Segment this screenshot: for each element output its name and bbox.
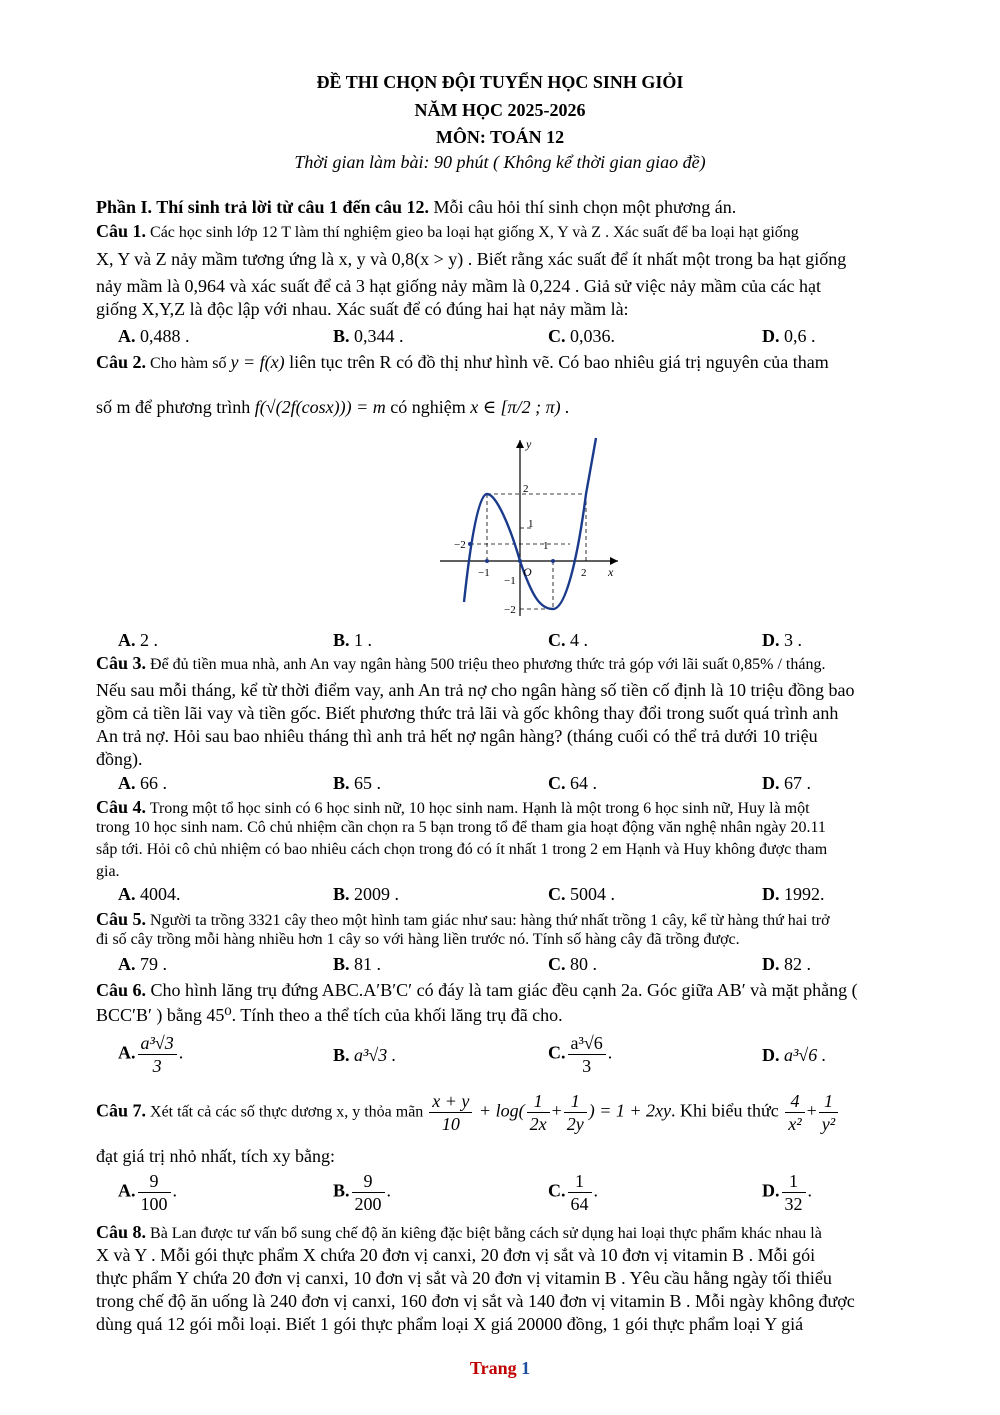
- q2-option-c[interactable]: [548, 630, 588, 651]
- part1-label: Phần I. Thí sinh trả lời từ câu 1 đến câu 12.: [96, 197, 429, 217]
- q7-text-1a: Xét tất cả các số thực dương x, y thỏa mãn: [146, 1103, 428, 1121]
- q7-expr-fraction-1: [785, 1090, 804, 1135]
- q3-line-4: An trả nợ. Hỏi sau bao nhiêu tháng thì anh trả hết nợ ngân hàng? (tháng cuối có thể trả dưới 10 triệu: [96, 726, 818, 746]
- q2-label: Câu 2.: [96, 352, 147, 372]
- fraction-numerator: a³√3: [138, 1032, 177, 1055]
- fraction-denominator: 64: [570, 1194, 589, 1214]
- fraction-denominator: x²: [788, 1114, 802, 1134]
- origin-label: O: [523, 565, 532, 579]
- q5-text-1: Người ta trồng 3321 cây theo một hình tam giác như sau: hàng thứ nhất trồng 1 cây, kể từ hàng thứ hai trở: [146, 912, 830, 929]
- option-key: B.: [333, 1180, 350, 1201]
- option-value: 5004 .: [565, 884, 615, 904]
- q5-label: Câu 5.: [96, 909, 147, 929]
- fraction-numerator: 9: [352, 1170, 385, 1193]
- q5-option-c[interactable]: [548, 954, 597, 975]
- option-key: C.: [548, 630, 566, 650]
- q2-function-graph: [440, 436, 620, 620]
- q7-option-d[interactable]: [762, 1170, 812, 1215]
- tick-x-minus2: −2: [454, 539, 466, 551]
- option-value: 82 .: [779, 954, 811, 974]
- option-value: 79 .: [135, 954, 167, 974]
- q4-option-d[interactable]: [762, 884, 825, 905]
- q7-eq-fraction-2: [564, 1090, 587, 1135]
- q5-option-a[interactable]: [118, 954, 167, 975]
- option-key: A.: [118, 773, 136, 793]
- q3-label: Câu 3.: [96, 653, 147, 673]
- q2-text-2b: có nghiệm: [385, 397, 471, 417]
- x-label: x: [608, 565, 614, 579]
- point-marker: [551, 559, 555, 563]
- q1-line-4: giống X,Y,Z là độc lập với nhau. Xác suất để có đúng hai hạt nảy mầm là:: [96, 299, 629, 319]
- q3-line-3: gồm cả tiền lãi vay và tiền gốc. Biết phương thức trả lãi và gốc không thay đổi trong suốt quá trình anh: [96, 703, 839, 723]
- q4-line-1: [96, 797, 810, 818]
- tick-y-1: 1: [528, 518, 534, 530]
- q4-label: Câu 4.: [96, 797, 147, 817]
- q2-option-b[interactable]: [333, 630, 372, 651]
- option-value: 0,344 .: [349, 326, 404, 346]
- dashed-guides: [470, 494, 586, 609]
- q7-eq-fraction-1: [527, 1090, 550, 1135]
- q4-text-1: Trong một tổ học sinh có 6 học sinh nữ, 10 học sinh nam. Hạnh là một trong 6 học sinh nữ, Huy là một: [146, 800, 810, 817]
- q4-line-3: sắp tới. Hỏi cô chủ nhiệm có bao nhiêu cách chọn trong đó có ít nhất 1 trong 2 em Hạnh và Huy không được tham: [96, 841, 828, 858]
- q8-line-4: trong chế độ ăn uống là 240 đơn vị canxi, 160 đơn vị sắt và 140 đơn vị vitamin B . Mỗi ngày không được: [96, 1291, 855, 1311]
- option-fraction: [568, 1032, 606, 1077]
- option-value: 1992.: [779, 884, 825, 904]
- option-key: A.: [118, 884, 136, 904]
- option-key: A.: [118, 954, 136, 974]
- fraction-numerator: x + y: [429, 1090, 472, 1113]
- option-key: B.: [333, 630, 350, 650]
- q6-option-b[interactable]: [333, 1045, 396, 1066]
- q8-line-2: X và Y . Mỗi gói thực phẩm X chứa 20 đơn vị canxi, 20 đơn vị sắt và 10 đơn vị vitamin B . Mỗi gói: [96, 1245, 816, 1265]
- tick-y-minus2: −2: [504, 604, 516, 616]
- option-fraction: [138, 1032, 177, 1077]
- fraction-numerator: 1: [568, 1170, 592, 1193]
- option-key: D.: [762, 326, 780, 346]
- q6-option-d[interactable]: [762, 1045, 826, 1066]
- option-value: 64 .: [565, 773, 597, 793]
- option-key: B.: [333, 954, 350, 974]
- q5-line-1: [96, 909, 830, 930]
- q2-option-d[interactable]: [762, 630, 802, 651]
- fraction-numerator: 1: [819, 1090, 838, 1113]
- fraction-denominator: 3: [582, 1056, 592, 1076]
- fraction-numerator: 1: [782, 1170, 806, 1193]
- q4-option-b[interactable]: [333, 884, 399, 905]
- exam-title: ĐỀ THI CHỌN ĐỘI TUYỂN HỌC SINH GIỎI: [316, 72, 684, 92]
- q3-option-b[interactable]: [333, 773, 381, 794]
- q3-line-1: [96, 653, 825, 674]
- q5-option-d[interactable]: [762, 954, 811, 975]
- option-tail: .: [172, 1180, 177, 1201]
- fraction-denominator: y²: [821, 1114, 836, 1134]
- option-value: 1 .: [349, 630, 373, 650]
- q7-eq-fraction: [429, 1090, 472, 1135]
- q4-option-c[interactable]: [548, 884, 615, 905]
- q7-line-2: đạt giá trị nhỏ nhất, tích xy bằng:: [96, 1146, 335, 1166]
- q7-expr-fraction-2: [819, 1090, 838, 1135]
- fraction-denominator: 2x: [529, 1114, 547, 1134]
- q6-text-1: Cho hình lăng trụ đứng ABC.A′B′C′ có đáy là tam giác đều cạnh 2a. Góc giữa AB′ và mặt phẳng (: [146, 980, 858, 1000]
- q6-option-a[interactable]: [118, 1032, 183, 1077]
- option-value: 81 .: [349, 954, 382, 974]
- q1-line-3: nảy mầm là 0,964 và xác suất để cả 3 hạt giống nảy mầm là 0,224 . Giả sử việc nảy mầm của các hạt: [96, 276, 822, 296]
- option-key: C.: [548, 773, 566, 793]
- tick-x-minus1: −1: [478, 567, 490, 579]
- q8-line-3: thực phẩm Y chứa 20 đơn vị canxi, 10 đơn vị sắt và 20 đơn vị vitamin B . Yêu cầu hằng ngày tối thiểu: [96, 1268, 832, 1288]
- option-value: 0,036.: [565, 326, 615, 346]
- q8-label: Câu 8.: [96, 1222, 147, 1242]
- fraction-denominator: 200: [354, 1194, 382, 1214]
- q2-text-2a: số m để phương trình: [96, 397, 255, 417]
- option-key: A.: [118, 630, 136, 650]
- fraction-denominator: 10: [441, 1114, 460, 1134]
- option-key: C.: [548, 326, 566, 346]
- q2-line-2: [96, 397, 570, 418]
- q2-option-a[interactable]: [118, 630, 158, 651]
- q3-option-a[interactable]: [118, 773, 167, 794]
- option-value: 67 .: [779, 773, 811, 793]
- q7-option-a[interactable]: [118, 1170, 177, 1215]
- page-footer: [0, 1358, 1000, 1379]
- point-marker: [518, 559, 522, 563]
- q7-eq-tail: ) = 1 + 2xy: [588, 1100, 671, 1121]
- option-key: D.: [762, 1180, 780, 1201]
- q7-line-1: Câu 7. Xét tất cả các số thực dương x, y thỏa mãn $\frac{x + y}{10}$ + log( $\frac{1}{2x}$ + $\frac{1}{2y}$ ) = 1 + 2xy. Khi biểu thức $\frac{4}{\text{x²}}$ + $\frac{1}{\text{y²}}$: [96, 1090, 840, 1135]
- q1-line-2: X, Y và Z nảy mầm tương ứng là x, y và 0,8(x > y) . Biết rằng xác suất để ít nhất một trong ba hạt giống: [96, 249, 847, 269]
- option-key: A.: [118, 326, 136, 346]
- option-value: 4004.: [135, 884, 181, 904]
- q3-option-c[interactable]: [548, 773, 597, 794]
- q7-eq-log: + log(: [474, 1100, 525, 1121]
- page-number: 1: [521, 1358, 531, 1378]
- time-note: Thời gian làm bài: 90 phút ( Không kể thời gian giao đề): [294, 152, 706, 172]
- option-fraction: [782, 1170, 806, 1215]
- fraction-denominator: 32: [784, 1194, 803, 1214]
- q6-option-c[interactable]: [548, 1032, 612, 1077]
- part1-heading: [96, 197, 736, 218]
- page-word: Trang: [469, 1358, 517, 1378]
- fraction-numerator: a³√6: [568, 1032, 606, 1055]
- q2-domain: x ∈ [π/2 ; π) .: [470, 397, 570, 417]
- point-marker: [468, 542, 472, 546]
- option-tail: .: [807, 1180, 812, 1201]
- fraction-numerator: 1: [527, 1090, 550, 1113]
- q3-line-5: đồng).: [96, 749, 143, 769]
- option-key: D.: [762, 773, 780, 793]
- q6-line-1: [96, 980, 858, 1001]
- option-key: B.: [333, 326, 350, 346]
- tick-x-1: 1: [543, 540, 549, 552]
- q2-text-1a: Cho hàm số: [146, 355, 231, 372]
- option-fraction: [352, 1170, 385, 1215]
- option-key: C.: [548, 884, 566, 904]
- q2-equation: f(√(2f(cosx))) = m: [254, 397, 386, 417]
- q5-option-b[interactable]: [333, 954, 381, 975]
- fraction-numerator: 1: [564, 1090, 587, 1113]
- q8-text-1: Bà Lan được tư vấn bổ sung chế độ ăn kiêng đặc biệt bằng cách sử dụng hai loại thực phẩm khác nhau là: [146, 1225, 822, 1242]
- option-value: a³√6 .: [779, 1045, 827, 1065]
- q2-function: y = f(x): [230, 352, 285, 372]
- fraction-denominator: 2y: [566, 1114, 584, 1134]
- tick-y-2: 2: [523, 483, 529, 495]
- q3-option-d[interactable]: [762, 773, 811, 794]
- option-key: D.: [762, 954, 780, 974]
- option-value: 80 .: [565, 954, 597, 974]
- option-fraction: [568, 1170, 592, 1215]
- q8-line-5: dùng quá 12 gói mỗi loại. Biết 1 gói thực phẩm loại X giá 20000 đồng, 1 gói thực phẩm loại Y giá: [96, 1314, 804, 1334]
- option-key: C.: [548, 1042, 566, 1063]
- option-value: 4 .: [565, 630, 588, 650]
- q7-text-1b: . Khi biểu thức: [671, 1100, 784, 1121]
- option-tail: .: [178, 1042, 184, 1063]
- q7-option-c[interactable]: [548, 1170, 598, 1215]
- q2-line-1: [96, 352, 829, 373]
- q1-option-d[interactable]: [762, 326, 816, 347]
- option-value: 0,488 .: [135, 326, 190, 346]
- tick-y-minus1: −1: [504, 575, 516, 587]
- part1-text: Mỗi câu hỏi thí sinh chọn một phương án.: [429, 197, 737, 217]
- x-axis-arrow-icon: [610, 557, 618, 565]
- fraction-denominator: 100: [140, 1194, 168, 1214]
- y-axis-arrow-icon: [516, 440, 524, 448]
- q1-option-a[interactable]: [118, 326, 190, 347]
- option-key: A.: [118, 1180, 136, 1201]
- q1-label: Câu 1.: [96, 221, 147, 241]
- option-value: 66 .: [135, 773, 167, 793]
- point-marker: [485, 559, 489, 563]
- option-value: a³√3 .: [349, 1045, 397, 1065]
- q1-line-1: [96, 221, 799, 242]
- option-value: 3 .: [779, 630, 802, 650]
- fraction-denominator: 3: [152, 1056, 162, 1076]
- option-value: 65 .: [349, 773, 382, 793]
- q4-line-4: gia.: [96, 863, 120, 880]
- fraction-numerator: 4: [785, 1090, 804, 1113]
- option-tail: .: [386, 1180, 392, 1201]
- q1-text-1: Các học sinh lớp 12 T làm thí nghiệm gieo ba loại hạt giống X, Y và Z . Xác suất để ba loại hạt giống: [146, 224, 799, 241]
- q6-label: Câu 6.: [96, 980, 147, 1000]
- option-value: 2009 .: [349, 884, 400, 904]
- q2-text-1c: liên tục trên R có đồ thị như hình vẽ. Có bao nhiêu giá trị nguyên của tham: [284, 352, 829, 372]
- q3-text-1: Để đủ tiền mua nhà, anh An vay ngân hàng 500 triệu theo phương thức trả góp với lãi suất 0,85% / tháng.: [146, 656, 826, 673]
- q7-label: Câu 7.: [96, 1100, 147, 1121]
- option-key: B.: [333, 773, 350, 793]
- subject: MÔN: TOÁN 12: [435, 127, 565, 147]
- q1-option-c[interactable]: [548, 326, 615, 347]
- q5-line-2: đi số cây trồng mỗi hàng nhiều hơn 1 cây so với hàng liền trước nó. Tính số hàng cây đã trồng được.: [96, 931, 740, 948]
- q4-line-2: trong 10 học sinh nam. Cô chủ nhiệm cần chọn ra 5 bạn trong tổ để tham gia hoạt động văn nghệ nhân ngày 20.11: [96, 819, 826, 836]
- option-tail: .: [593, 1180, 598, 1201]
- option-key: A.: [118, 1042, 136, 1063]
- q6-line-2: BCC′B′ ) bằng 45⁰. Tính theo a thể tích của khối lăng trụ đã cho.: [96, 1005, 563, 1025]
- option-key: D.: [762, 884, 780, 904]
- option-tail: .: [607, 1042, 613, 1063]
- option-key: D.: [762, 1045, 780, 1065]
- option-key: C.: [548, 954, 566, 974]
- option-key: C.: [548, 1180, 566, 1201]
- tick-x-2: 2: [581, 567, 587, 579]
- option-key: B.: [333, 884, 350, 904]
- y-label: y: [526, 437, 532, 451]
- option-key: B.: [333, 1045, 350, 1065]
- option-value: 0,6 .: [779, 326, 816, 346]
- school-year: NĂM HỌC 2025-2026: [414, 100, 586, 120]
- q8-line-1: [96, 1222, 822, 1243]
- q4-option-a[interactable]: [118, 884, 181, 905]
- option-key: D.: [762, 630, 780, 650]
- option-fraction: [138, 1170, 171, 1215]
- q7-option-b[interactable]: [333, 1170, 391, 1215]
- q3-line-2: Nếu sau mỗi tháng, kể từ thời điểm vay, anh An trả nợ cho ngân hàng số tiền cố định là 10 triệu đồng bao: [96, 680, 855, 700]
- fraction-numerator: 9: [138, 1170, 171, 1193]
- option-value: 2 .: [135, 630, 158, 650]
- q1-option-b[interactable]: [333, 326, 404, 347]
